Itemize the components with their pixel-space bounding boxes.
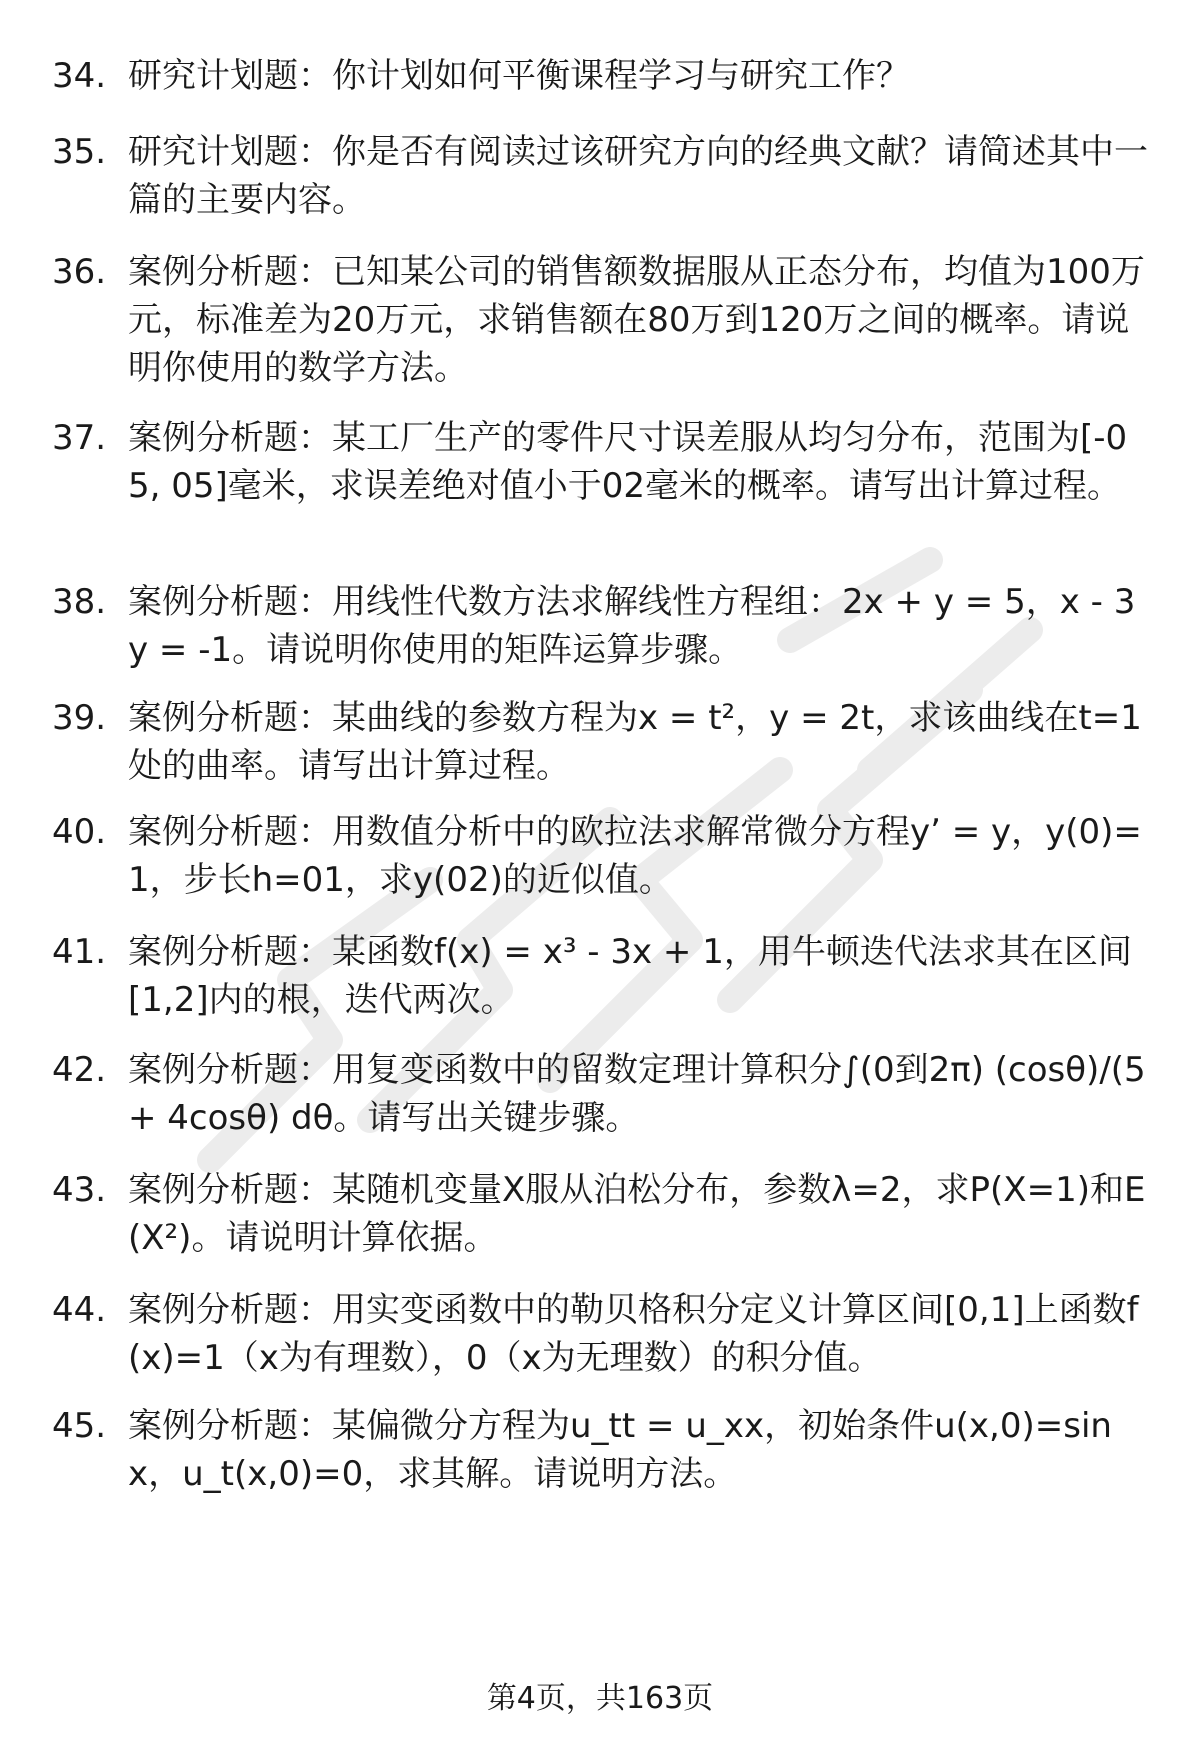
question-item xyxy=(52,1046,1152,1142)
question-number: 38. xyxy=(52,582,107,622)
question-item xyxy=(52,1402,1152,1498)
question-number: 41. xyxy=(52,932,107,972)
question-item xyxy=(52,52,1152,100)
question-number: 37. xyxy=(52,418,107,458)
page-number-label: 第4页，共163页 xyxy=(486,1681,714,1716)
question-text: 案例分析题：某偏微分方程为u_tt = u_xx，初始条件u(x,0)=sinx，u_t(x,0)=0，求其解。请说明方法。 xyxy=(128,1406,1112,1494)
question-item xyxy=(52,248,1152,392)
question-number: 34. xyxy=(52,56,107,96)
question-number: 40. xyxy=(52,812,107,852)
question-text: 案例分析题：用实变函数中的勒贝格积分定义计算区间[0,1]上函数f(x)=1（x为有理数），0（x为无理数）的积分值。 xyxy=(128,1290,1139,1378)
question-text: 案例分析题：用线性代数方法求解线性方程组：2x + y = 5，x - 3y = -1。请说明你使用的矩阵运算步骤。 xyxy=(128,582,1136,670)
question-item xyxy=(52,414,1152,510)
question-text: 研究计划题：你计划如何平衡课程学习与研究工作？ xyxy=(128,56,910,96)
question-number: 44. xyxy=(52,1290,107,1330)
question-text: 案例分析题：某随机变量X服从泊松分布，参数λ=2，求P(X=1)和E(X²)。请说明计算依据。 xyxy=(128,1170,1146,1258)
question-item xyxy=(52,1286,1152,1382)
question-text: 案例分析题：用数值分析中的欧拉法求解常微分方程y’ = y，y(0)=1，步长h=01，求y(02)的近似值。 xyxy=(128,812,1142,900)
question-text: 案例分析题：某工厂生产的零件尺寸误差服从均匀分布，范围为[-05, 05]毫米，求误差绝对值小于02毫米的概率。请写出计算过程。 xyxy=(128,418,1128,506)
question-text: 案例分析题：已知某公司的销售额数据服从正态分布，均值为100万元，标准差为20万元，求销售额在80万到120万之间的概率。请说明你使用的数学方法。 xyxy=(128,252,1145,388)
question-number: 43. xyxy=(52,1170,107,1210)
question-number: 45. xyxy=(52,1406,107,1446)
question-item xyxy=(52,928,1152,1024)
question-item xyxy=(52,578,1152,674)
question-text: 案例分析题：某曲线的参数方程为x = t²，y = 2t，求该曲线在t=1处的曲率。请写出计算过程。 xyxy=(128,698,1142,786)
question-item xyxy=(52,694,1152,790)
question-item xyxy=(52,808,1152,904)
question-text: 案例分析题：用复变函数中的留数定理计算积分∫(0到2π) (cosθ)/(5 + 4cosθ) dθ。请写出关键步骤。 xyxy=(128,1050,1146,1138)
question-text: 研究计划题：你是否有阅读过该研究方向的经典文献？请简述其中一篇的主要内容。 xyxy=(128,132,1148,220)
question-number: 42. xyxy=(52,1050,107,1090)
question-item xyxy=(52,1166,1152,1262)
question-text: 案例分析题：某函数f(x) = x³ - 3x + 1，用牛顿迭代法求其在区间[1,2]内的根，迭代两次。 xyxy=(128,932,1132,1020)
question-number: 35. xyxy=(52,132,107,172)
page-footer xyxy=(0,1677,1200,1721)
question-number: 36. xyxy=(52,252,107,292)
question-item xyxy=(52,128,1152,224)
question-number: 39. xyxy=(52,698,107,738)
